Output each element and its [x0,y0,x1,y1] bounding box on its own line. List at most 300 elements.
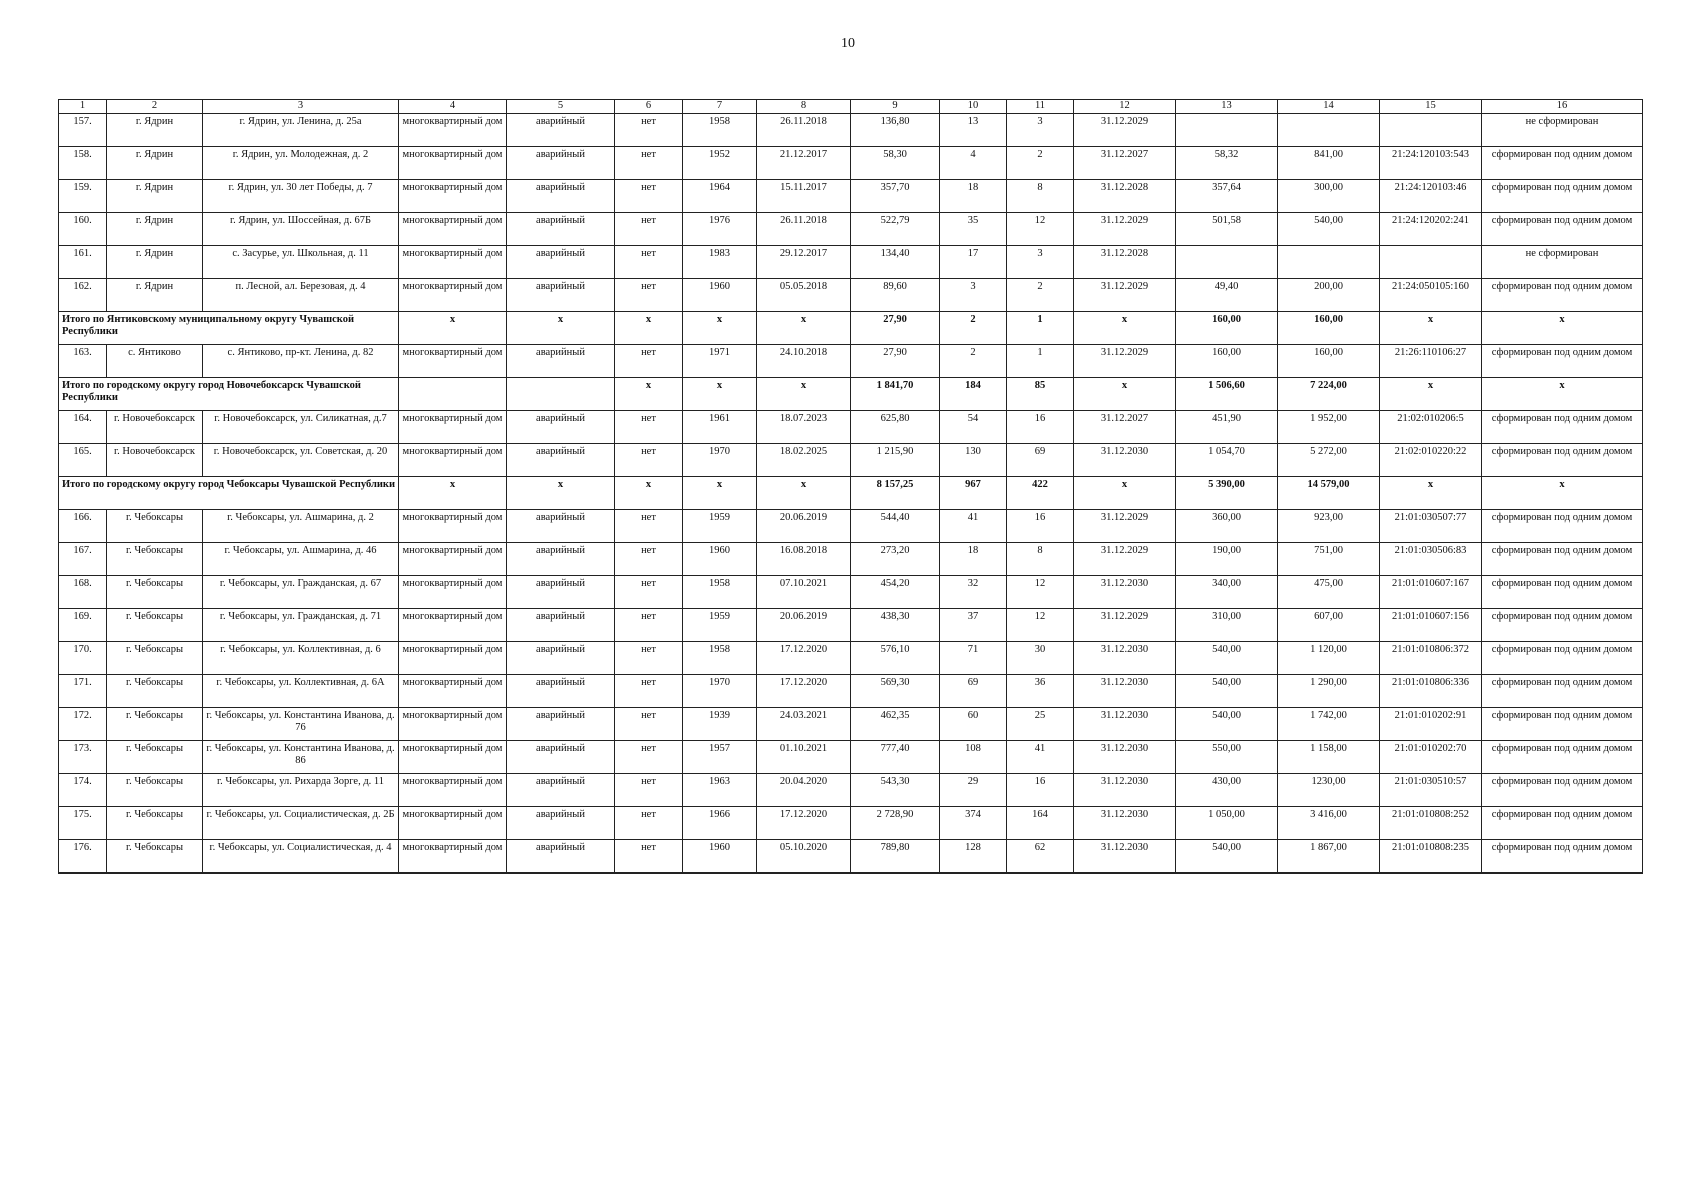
table-cell: 5 390,00 [1176,476,1278,509]
table-cell: г. Чебоксары [107,773,203,806]
table-cell: г. Ядрин [107,146,203,179]
table-cell: аварийный [507,509,615,542]
table-cell: 21:02:010206:5 [1380,410,1482,443]
table-cell: п. Лесной, ал. Березовая, д. 4 [203,278,399,311]
table-cell: 54 [940,410,1007,443]
table-cell: 1970 [683,674,757,707]
table-cell: 18.07.2023 [757,410,851,443]
table-cell: 7 224,00 [1278,377,1380,410]
table-cell: многоквартирный дом [399,542,507,575]
table-cell: 1 [1007,344,1074,377]
table-row [59,113,1643,146]
table-cell: x [683,377,757,410]
table-cell: 3 416,00 [1278,806,1380,839]
table-row [59,443,1643,476]
table-cell: сформирован под одним домом [1482,806,1643,839]
table-cell: 32 [940,575,1007,608]
table-cell: аварийный [507,707,615,740]
table-cell: 451,90 [1176,410,1278,443]
table-cell: 569,30 [851,674,940,707]
table-cell: г. Чебоксары, ул. Ашмарина, д. 2 [203,509,399,542]
table-cell: 17 [940,245,1007,278]
table-cell: 1959 [683,509,757,542]
table-cell: 21:26:110106:27 [1380,344,1482,377]
table-cell: 157. [59,113,107,146]
column-number-header: 2 [107,100,203,114]
table-cell [1380,113,1482,146]
table-cell: г. Чебоксары [107,509,203,542]
table-cell: не сформирован [1482,113,1643,146]
table-cell: 172. [59,707,107,740]
table-cell: 15.11.2017 [757,179,851,212]
table-cell: сформирован под одним домом [1482,839,1643,873]
table-cell: нет [615,509,683,542]
table-cell: 21:01:010202:70 [1380,740,1482,773]
table-cell: аварийный [507,806,615,839]
table-cell: x [399,311,507,344]
table-cell: 31.12.2029 [1074,113,1176,146]
table-cell: 540,00 [1176,707,1278,740]
table-cell: 31.12.2029 [1074,608,1176,641]
table-row [59,641,1643,674]
column-number-header: 9 [851,100,940,114]
subtotal-label: Итого по Янтиковскому муниципальному округу Чувашской Республики [59,311,399,344]
table-cell: многоквартирный дом [399,113,507,146]
table-cell: 18 [940,542,1007,575]
table-cell: 12 [1007,212,1074,245]
table-cell: 1957 [683,740,757,773]
table-row [59,146,1643,179]
table-cell: 1 506,60 [1176,377,1278,410]
table-cell: 540,00 [1176,839,1278,873]
table-cell: 24.03.2021 [757,707,851,740]
table-cell: 8 157,25 [851,476,940,509]
table-cell: многоквартирный дом [399,740,507,773]
table-cell: 160,00 [1176,344,1278,377]
table-cell: x [399,476,507,509]
table-cell: аварийный [507,674,615,707]
table-cell: 576,10 [851,641,940,674]
table-cell: 3 [940,278,1007,311]
table-cell: нет [615,344,683,377]
table-cell: 21:24:120103:543 [1380,146,1482,179]
table-cell: 21:01:010808:235 [1380,839,1482,873]
table-cell: аварийный [507,344,615,377]
table-cell: нет [615,146,683,179]
table-cell: 1970 [683,443,757,476]
table-cell [1380,245,1482,278]
table-cell: 430,00 [1176,773,1278,806]
table-cell: x [615,476,683,509]
table-cell: г. Чебоксары [107,608,203,641]
table-row [59,839,1643,873]
table-cell: аварийный [507,839,615,873]
table-cell: г. Чебоксары [107,674,203,707]
table-cell: 173. [59,740,107,773]
table-cell: 16 [1007,410,1074,443]
column-number-header: 8 [757,100,851,114]
table-row [59,245,1643,278]
table-cell: нет [615,773,683,806]
table-cell: 24.10.2018 [757,344,851,377]
column-number-header: 5 [507,100,615,114]
table-cell: x [507,476,615,509]
table-cell: с. Засурье, ул. Школьная, д. 11 [203,245,399,278]
table-cell: 108 [940,740,1007,773]
table-row [59,740,1643,773]
table-cell: 26.11.2018 [757,113,851,146]
table-cell: 18.02.2025 [757,443,851,476]
table-cell: г. Чебоксары, ул. Константина Иванова, д. 86 [203,740,399,773]
table-cell: 159. [59,179,107,212]
table-cell: нет [615,443,683,476]
table-cell: многоквартирный дом [399,773,507,806]
table-cell: x [1380,311,1482,344]
table-cell: 2 [1007,278,1074,311]
table-cell: 175. [59,806,107,839]
table-cell: г. Чебоксары, ул. Социалистическая, д. 4 [203,839,399,873]
table-cell: аварийный [507,542,615,575]
table-cell: многоквартирный дом [399,509,507,542]
table-cell: не сформирован [1482,245,1643,278]
table-cell: сформирован под одним домом [1482,575,1643,608]
table-cell: г. Чебоксары, ул. Рихарда Зорге, д. 11 [203,773,399,806]
table-cell: г. Ядрин [107,212,203,245]
table-cell: 05.05.2018 [757,278,851,311]
table-cell: 310,00 [1176,608,1278,641]
table-cell: 29 [940,773,1007,806]
table-cell: 16.08.2018 [757,542,851,575]
table-cell: 27,90 [851,311,940,344]
table-cell: нет [615,608,683,641]
table-cell: многоквартирный дом [399,641,507,674]
subtotal-row [59,476,1643,509]
table-row [59,542,1643,575]
table-cell: 16 [1007,509,1074,542]
table-cell: 41 [940,509,1007,542]
table-cell: 625,80 [851,410,940,443]
table-row [59,179,1643,212]
table-cell: 20.06.2019 [757,509,851,542]
table-cell: 31.12.2028 [1074,179,1176,212]
table-cell: 31.12.2029 [1074,278,1176,311]
table-cell: 21.12.2017 [757,146,851,179]
table-cell: 21:01:010202:91 [1380,707,1482,740]
table-cell: 1952 [683,146,757,179]
table-cell: x [757,377,851,410]
table-cell: нет [615,245,683,278]
column-number-header: 14 [1278,100,1380,114]
table-cell: 190,00 [1176,542,1278,575]
table-cell: 26.11.2018 [757,212,851,245]
table-body [59,113,1643,873]
table-cell: г. Новочебоксарск, ул. Советская, д. 20 [203,443,399,476]
table-cell [399,377,507,410]
table-cell: 17.12.2020 [757,806,851,839]
table-cell: 41 [1007,740,1074,773]
column-number-header: 15 [1380,100,1482,114]
table-cell: 1963 [683,773,757,806]
table-cell: многоквартирный дом [399,839,507,873]
table-cell: x [757,311,851,344]
table-cell: 12 [1007,608,1074,641]
table-cell: 1983 [683,245,757,278]
table-cell: многоквартирный дом [399,212,507,245]
table-cell: 35 [940,212,1007,245]
table-row [59,608,1643,641]
table-cell: г. Чебоксары [107,542,203,575]
table-cell: x [757,476,851,509]
table-cell: 4 [940,146,1007,179]
table-cell: г. Ядрин, ул. Ленина, д. 25а [203,113,399,146]
table-cell: 167. [59,542,107,575]
table-cell: нет [615,641,683,674]
table-cell: x [1074,311,1176,344]
table-cell: 69 [940,674,1007,707]
table-cell: сформирован под одним домом [1482,674,1643,707]
table-cell: многоквартирный дом [399,674,507,707]
table-cell: 21:01:030510:57 [1380,773,1482,806]
table-cell: 31.12.2030 [1074,575,1176,608]
table-cell: г. Чебоксары [107,575,203,608]
table-cell: многоквартирный дом [399,146,507,179]
table-cell: 1964 [683,179,757,212]
table-cell: 1961 [683,410,757,443]
table-cell: г. Чебоксары [107,641,203,674]
table-cell: нет [615,839,683,873]
table-cell: 31.12.2027 [1074,410,1176,443]
table-cell: 21:01:010607:167 [1380,575,1482,608]
table-cell [1176,245,1278,278]
table-cell: 21:01:030506:83 [1380,542,1482,575]
table-cell: 31.12.2030 [1074,839,1176,873]
table-cell: 357,64 [1176,179,1278,212]
table-cell: 31.12.2030 [1074,773,1176,806]
table-cell: 200,00 [1278,278,1380,311]
table-cell: 1 158,00 [1278,740,1380,773]
table-cell: 20.06.2019 [757,608,851,641]
column-number-row [59,100,1643,114]
table-cell: 8 [1007,542,1074,575]
table-cell: 1 [1007,311,1074,344]
table-cell: г. Чебоксары [107,806,203,839]
table-cell: 422 [1007,476,1074,509]
column-number-header: 11 [1007,100,1074,114]
table-cell: 31.12.2030 [1074,641,1176,674]
table-cell: нет [615,410,683,443]
table-cell: x [1482,377,1643,410]
table-cell: 171. [59,674,107,707]
table-cell: с. Янтиково, пр-кт. Ленина, д. 82 [203,344,399,377]
table-cell: 31.12.2030 [1074,674,1176,707]
table-cell: 49,40 [1176,278,1278,311]
table-cell: 1 120,00 [1278,641,1380,674]
table-cell: г. Чебоксары, ул. Константина Иванова, д. 76 [203,707,399,740]
table-cell: г. Чебоксары, ул. Гражданская, д. 71 [203,608,399,641]
table-cell: 130 [940,443,1007,476]
table-cell: 71 [940,641,1007,674]
table-cell: x [1482,311,1643,344]
table-cell: 475,00 [1278,575,1380,608]
table-cell: г. Новочебоксарск [107,410,203,443]
table-cell: 31.12.2030 [1074,707,1176,740]
table-cell: сформирован под одним домом [1482,773,1643,806]
table-cell: x [615,311,683,344]
column-number-header: 10 [940,100,1007,114]
table-cell: г. Новочебоксарск, ул. Силикатная, д.7 [203,410,399,443]
table-cell: 2 [1007,146,1074,179]
table-cell: x [1380,377,1482,410]
table-cell: 184 [940,377,1007,410]
table-cell: многоквартирный дом [399,179,507,212]
table-cell: 923,00 [1278,509,1380,542]
table-cell: 357,70 [851,179,940,212]
table-cell: 543,30 [851,773,940,806]
table-cell: 160,00 [1176,311,1278,344]
table-cell: 58,32 [1176,146,1278,179]
table-cell: 501,58 [1176,212,1278,245]
table-cell: г. Чебоксары, ул. Коллективная, д. 6А [203,674,399,707]
table-cell: 777,40 [851,740,940,773]
table-cell: 21:02:010220:22 [1380,443,1482,476]
table-cell: многоквартирный дом [399,806,507,839]
table-cell: 176. [59,839,107,873]
table-cell: сформирован под одним домом [1482,179,1643,212]
table-cell: 1976 [683,212,757,245]
table-cell: 21:01:010607:156 [1380,608,1482,641]
table-cell: 31.12.2029 [1074,542,1176,575]
emergency-housing-table [58,99,1643,874]
table-cell: 162. [59,278,107,311]
table-cell: 1958 [683,113,757,146]
table-cell: x [1074,476,1176,509]
table-cell: 5 272,00 [1278,443,1380,476]
table-cell: 01.10.2021 [757,740,851,773]
table-cell: многоквартирный дом [399,608,507,641]
table-cell: 1 742,00 [1278,707,1380,740]
table-cell: аварийный [507,146,615,179]
table-cell [1278,113,1380,146]
table-cell: 158. [59,146,107,179]
column-number-header: 16 [1482,100,1643,114]
subtotal-row [59,311,1643,344]
table-cell: 31.12.2029 [1074,344,1176,377]
table-cell: г. Ядрин, ул. Молодежная, д. 2 [203,146,399,179]
table-cell: 18 [940,179,1007,212]
table-cell: 62 [1007,839,1074,873]
table-cell: 360,00 [1176,509,1278,542]
column-number-header: 3 [203,100,399,114]
table-cell [1176,113,1278,146]
column-number-header: 7 [683,100,757,114]
table-cell: 967 [940,476,1007,509]
table-cell: г. Чебоксары, ул. Гражданская, д. 67 [203,575,399,608]
table-cell: нет [615,212,683,245]
table-cell: 340,00 [1176,575,1278,608]
subtotal-label: Итого по городскому округу город Чебоксары Чувашской Республики [59,476,399,509]
table-cell: 165. [59,443,107,476]
table-cell: сформирован под одним домом [1482,443,1643,476]
table-cell: сформирован под одним домом [1482,146,1643,179]
table-cell: 1 050,00 [1176,806,1278,839]
table-row [59,674,1643,707]
table-cell: нет [615,575,683,608]
table-cell: аварийный [507,179,615,212]
table-cell: 164 [1007,806,1074,839]
table-cell: 69 [1007,443,1074,476]
table-cell: г. Ядрин [107,278,203,311]
table-cell: г. Новочебоксарск [107,443,203,476]
table-cell: сформирован под одним домом [1482,542,1643,575]
table-cell: 21:24:050105:160 [1380,278,1482,311]
table-cell: 2 [940,344,1007,377]
table-cell: 1971 [683,344,757,377]
table-cell: многоквартирный дом [399,245,507,278]
table-cell: 550,00 [1176,740,1278,773]
table-cell: 1 867,00 [1278,839,1380,873]
table-cell: г. Чебоксары, ул. Ашмарина, д. 46 [203,542,399,575]
table-cell: 1 841,70 [851,377,940,410]
table-cell: 14 579,00 [1278,476,1380,509]
table-cell: 17.12.2020 [757,674,851,707]
table-cell: x [615,377,683,410]
table-row [59,278,1643,311]
table-cell: 134,40 [851,245,940,278]
table-cell: 1 215,90 [851,443,940,476]
table-row [59,806,1643,839]
subtotal-row [59,377,1643,410]
table-cell: нет [615,707,683,740]
table-cell: 1960 [683,278,757,311]
table-cell: 85 [1007,377,1074,410]
table-row [59,707,1643,740]
table-cell: 1966 [683,806,757,839]
table-cell: 12 [1007,575,1074,608]
table-cell: 07.10.2021 [757,575,851,608]
table-cell: аварийный [507,773,615,806]
table-cell: г. Ядрин [107,113,203,146]
table-cell: 789,80 [851,839,940,873]
table-cell: 166. [59,509,107,542]
table-row [59,344,1643,377]
table-cell: 21:01:010806:372 [1380,641,1482,674]
table-cell: г. Чебоксары [107,707,203,740]
table-cell: сформирован под одним домом [1482,410,1643,443]
table-cell: 544,40 [851,509,940,542]
table-cell: нет [615,806,683,839]
table-cell: г. Чебоксары, ул. Социалистическая, д. 2Б [203,806,399,839]
table-cell: аварийный [507,740,615,773]
table-cell: x [507,311,615,344]
table-cell: 31.12.2030 [1074,806,1176,839]
table-cell: многоквартирный дом [399,278,507,311]
table-cell: x [1380,476,1482,509]
table-cell: нет [615,179,683,212]
table-cell: сформирован под одним домом [1482,608,1643,641]
table-cell: 540,00 [1176,641,1278,674]
column-number-header: 6 [615,100,683,114]
page-number: 10 [841,36,855,51]
table-cell: 31.12.2028 [1074,245,1176,278]
column-number-header: 13 [1176,100,1278,114]
table-cell: 3 [1007,245,1074,278]
table-cell: г. Ядрин, ул. 30 лет Победы, д. 7 [203,179,399,212]
table-cell: 27,90 [851,344,940,377]
table-cell: 1960 [683,542,757,575]
table-cell: аварийный [507,608,615,641]
table-cell: 2 [940,311,1007,344]
table-cell: 21:01:010806:336 [1380,674,1482,707]
